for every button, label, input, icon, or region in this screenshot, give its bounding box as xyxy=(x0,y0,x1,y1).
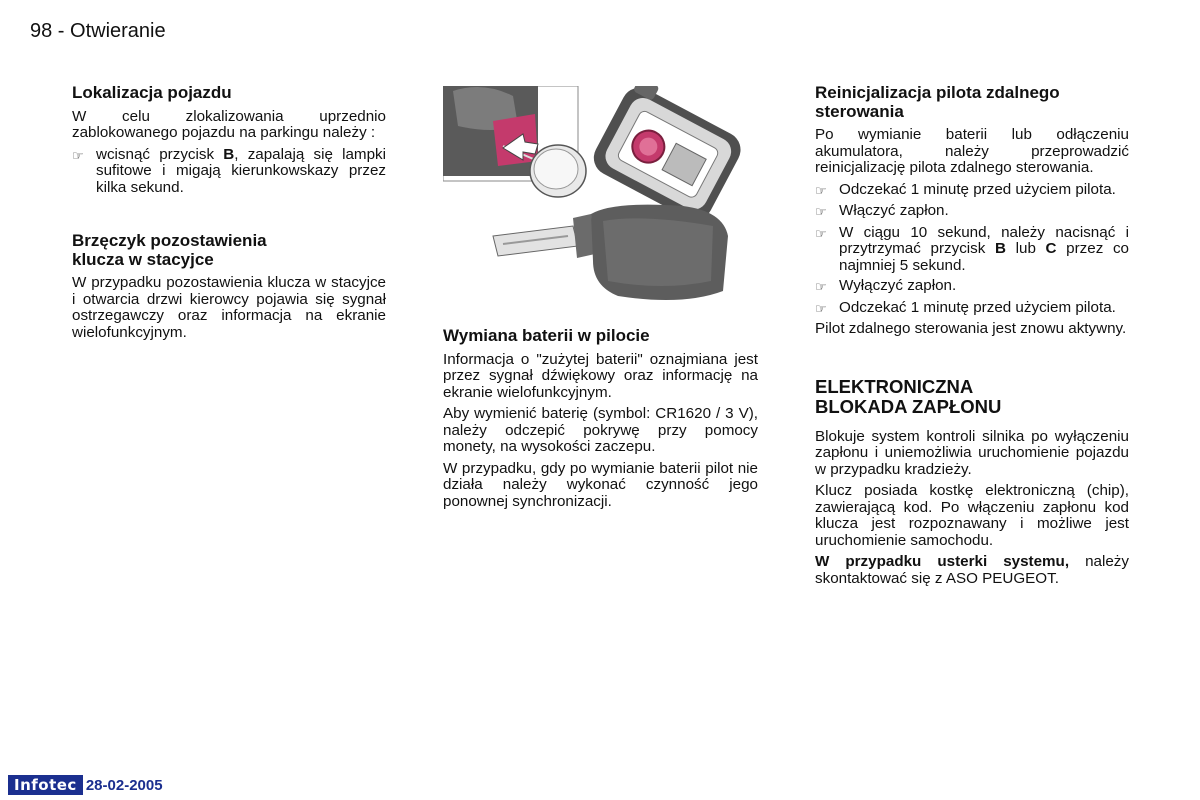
footer xyxy=(8,774,163,796)
bullet-item xyxy=(815,225,1129,275)
bullet-text: Odczekać 1 minutę przed użyciem pilota. xyxy=(839,180,1116,198)
page-header: 98 - Otwieranie xyxy=(30,20,166,42)
coin xyxy=(530,145,586,197)
paragraph: Aby wymienić baterię (symbol: CR1620 / 3 V), należy odczepić pokrywę przy pomocy monety, na wysokości zaczepu. xyxy=(443,405,758,455)
paragraph: Klucz posiada kostkę elektroniczną (chip), zawierającą kod. Po włączeniu zapłonu kod klucza jest rozpoznawany i możliwe jest uruchomienie samochodu. xyxy=(815,482,1129,549)
bullet-item xyxy=(72,147,386,197)
section-title-immobilizer: ELEKTRONICZNA BLOKADA ZAPŁONU xyxy=(815,375,1002,417)
paragraph: Po wymianie baterii lub odłączeniu akumulatora, należy przeprowadzić reinicjalizację pilota zdalnego sterowania. xyxy=(815,126,1129,176)
print-date: 28-02-2005 xyxy=(85,776,163,794)
paragraph: W przypadku pozostawienia klucza w stacyjce i otwarcia drzwi kierowcy pojawia się sygnał ostrzegawczy oraz informacja na ekranie wielofunkcyjnym. xyxy=(72,274,386,341)
pointing-hand-icon: ☞ xyxy=(815,225,827,241)
key-battery-illustration xyxy=(443,86,763,316)
left-column xyxy=(72,84,386,346)
section-title-battery-replacement: Wymiana baterii w pilocie xyxy=(443,326,650,345)
paragraph: Blokuje system kontroli silnika po wyłączeniu zapłonu i uniemożliwia uruchomienie pojazdu w przypadku kradzieży. xyxy=(815,427,1129,478)
pointing-hand-icon: ☞ xyxy=(815,182,827,198)
right-column xyxy=(815,84,1129,592)
bullet-text: wcisnąć przycisk B, zapalają się lampki sufitowe i migają kierunkowskazy przez kilka sekund. xyxy=(96,145,386,196)
bullet-item xyxy=(815,203,1129,221)
bullet-item xyxy=(815,182,1129,200)
middle-column xyxy=(443,327,758,515)
paragraph: Informacja o "zużytej baterii" oznajmiana jest przez sygnał dźwiękowy oraz informację na ekranie wielofunkcyjnym. xyxy=(443,350,758,401)
section-title-remote-reinit: Reinicjalizacja pilota zdalnego sterowania xyxy=(815,83,1060,121)
section-title-key-buzzer: Brzęczyk pozostawienia klucza w stacyjce xyxy=(72,231,267,269)
pointing-hand-icon: ☞ xyxy=(72,147,84,163)
infotec-logo: Infotec xyxy=(8,775,83,795)
pointing-hand-icon: ☞ xyxy=(815,204,827,219)
bullet-item xyxy=(815,300,1129,318)
section-title-vehicle-location: Lokalizacja pojazdu xyxy=(72,83,232,102)
bullet-text: W ciągu 10 sekund, należy nacisnąć i przytrzymać przycisk B lub C przez co najmniej 5 sekund. xyxy=(839,223,1129,274)
bullet-text: Odczekać 1 minutę przed użyciem pilota. xyxy=(839,298,1116,316)
bullet-item xyxy=(815,278,1129,296)
pointing-hand-icon: ☞ xyxy=(815,279,827,294)
paragraph: W celu zlokalizowania uprzednio zablokowanego pojazdu na parkingu należy : xyxy=(72,107,386,141)
pointing-hand-icon: ☞ xyxy=(815,300,827,316)
bullet-text: Wyłączyć zapłon. xyxy=(839,277,957,294)
bullet-text: Włączyć zapłon. xyxy=(839,202,949,219)
paragraph: Pilot zdalnego sterowania jest znowu aktywny. xyxy=(815,320,1127,337)
paragraph: W przypadku usterki systemu, należy skontaktować się z ASO PEUGEOT. xyxy=(815,553,1129,587)
paragraph: W przypadku, gdy po wymianie baterii pilot nie działa należy wykonać czynność jego ponownej synchronizacji. xyxy=(443,459,758,510)
closed-key xyxy=(493,205,728,300)
